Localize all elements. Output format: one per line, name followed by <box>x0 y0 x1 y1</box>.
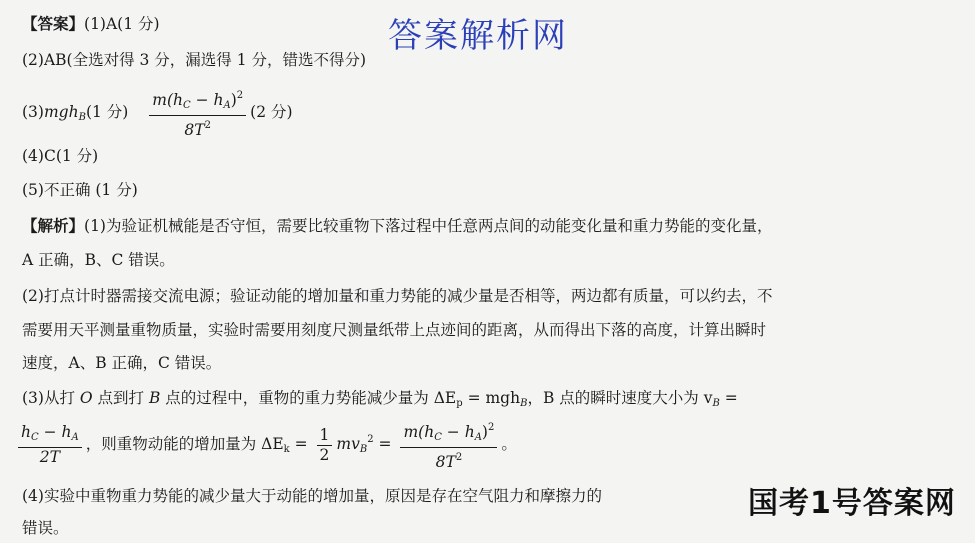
analysis-p3-line1: (3)从打 O 点到打 B 点的过程中，重物的重力势能减少量为 $\Delta E_p = mgh_B$，B 点的瞬时速度大小为 $v_B$ = <box>22 389 738 409</box>
answer-5: (5)不正确 (1 分) <box>22 181 138 199</box>
analysis-p2-line3: 速度，A、B 正确，C 错误。 <box>22 354 222 372</box>
answer-2: (2)AB(全选对得 3 分，漏选得 1 分，错选不得分) <box>22 51 367 69</box>
energy-fraction: $\frac{m(h_C - h_A)^2}{8T^2}$ <box>400 418 497 472</box>
analysis-p2-line2: 需要用天平测量重物质量，实验时需要用刻度尺测量纸带上点迹间的距离，从而得出下落的高度，计算出瞬时 <box>22 321 767 339</box>
answer-line-1 <box>22 14 160 34</box>
analysis-p4-line1: (4)实验中重物重力势能的减少量大于动能的增加量，原因是存在空气阻力和摩擦力的 <box>22 487 602 505</box>
half-fraction: $\frac{1}{2}$ <box>317 426 333 465</box>
answer-3-fraction: $\frac{m(h_C - h_A)^2}{8T^2}$ <box>149 86 246 140</box>
answer-4: (4)C(1 分) <box>22 147 99 165</box>
watermark-bottom: 国考1号答案网 <box>748 478 956 522</box>
analysis-p2-line1: (2)打点计时器需接交流电源；验证动能的增加量和重力势能的减少量是否相等，两边都有质量，可以约去，不 <box>22 287 773 305</box>
watermark-top: 答案解析网 <box>388 16 568 56</box>
answer-tag: 【答案】 <box>22 14 85 33</box>
analysis-tag: 【解析】 <box>22 216 85 235</box>
analysis-p3-line2: $\frac{h_C - h_A}{2T}$ ，则重物动能的增加量为 $\Delta E_k$ = $\frac{1}{2}$ $mv_B^2$ = $\frac{m(h_C - h_A)^2}{8T^2}$ 。 <box>18 418 517 472</box>
answer-3: (3)mgh$_B$(1 分) $\frac{m(h_C - h_A)^2}{8T^2}$ (2 分) <box>22 86 293 140</box>
analysis-p4-line2: 错误。 <box>22 519 69 537</box>
analysis-p1-line1: 【解析】(1)为验证机械能是否守恒，需要比较重物下落过程中任意两点间的动能变化量和重力势能的变化量， <box>22 216 773 235</box>
answer-1: (1)A(1 分) <box>84 15 160 33</box>
analysis-p1-line2: A 正确，B、C 错误。 <box>22 251 175 269</box>
velocity-fraction: $\frac{h_C - h_A}{2T}$ <box>18 423 82 467</box>
